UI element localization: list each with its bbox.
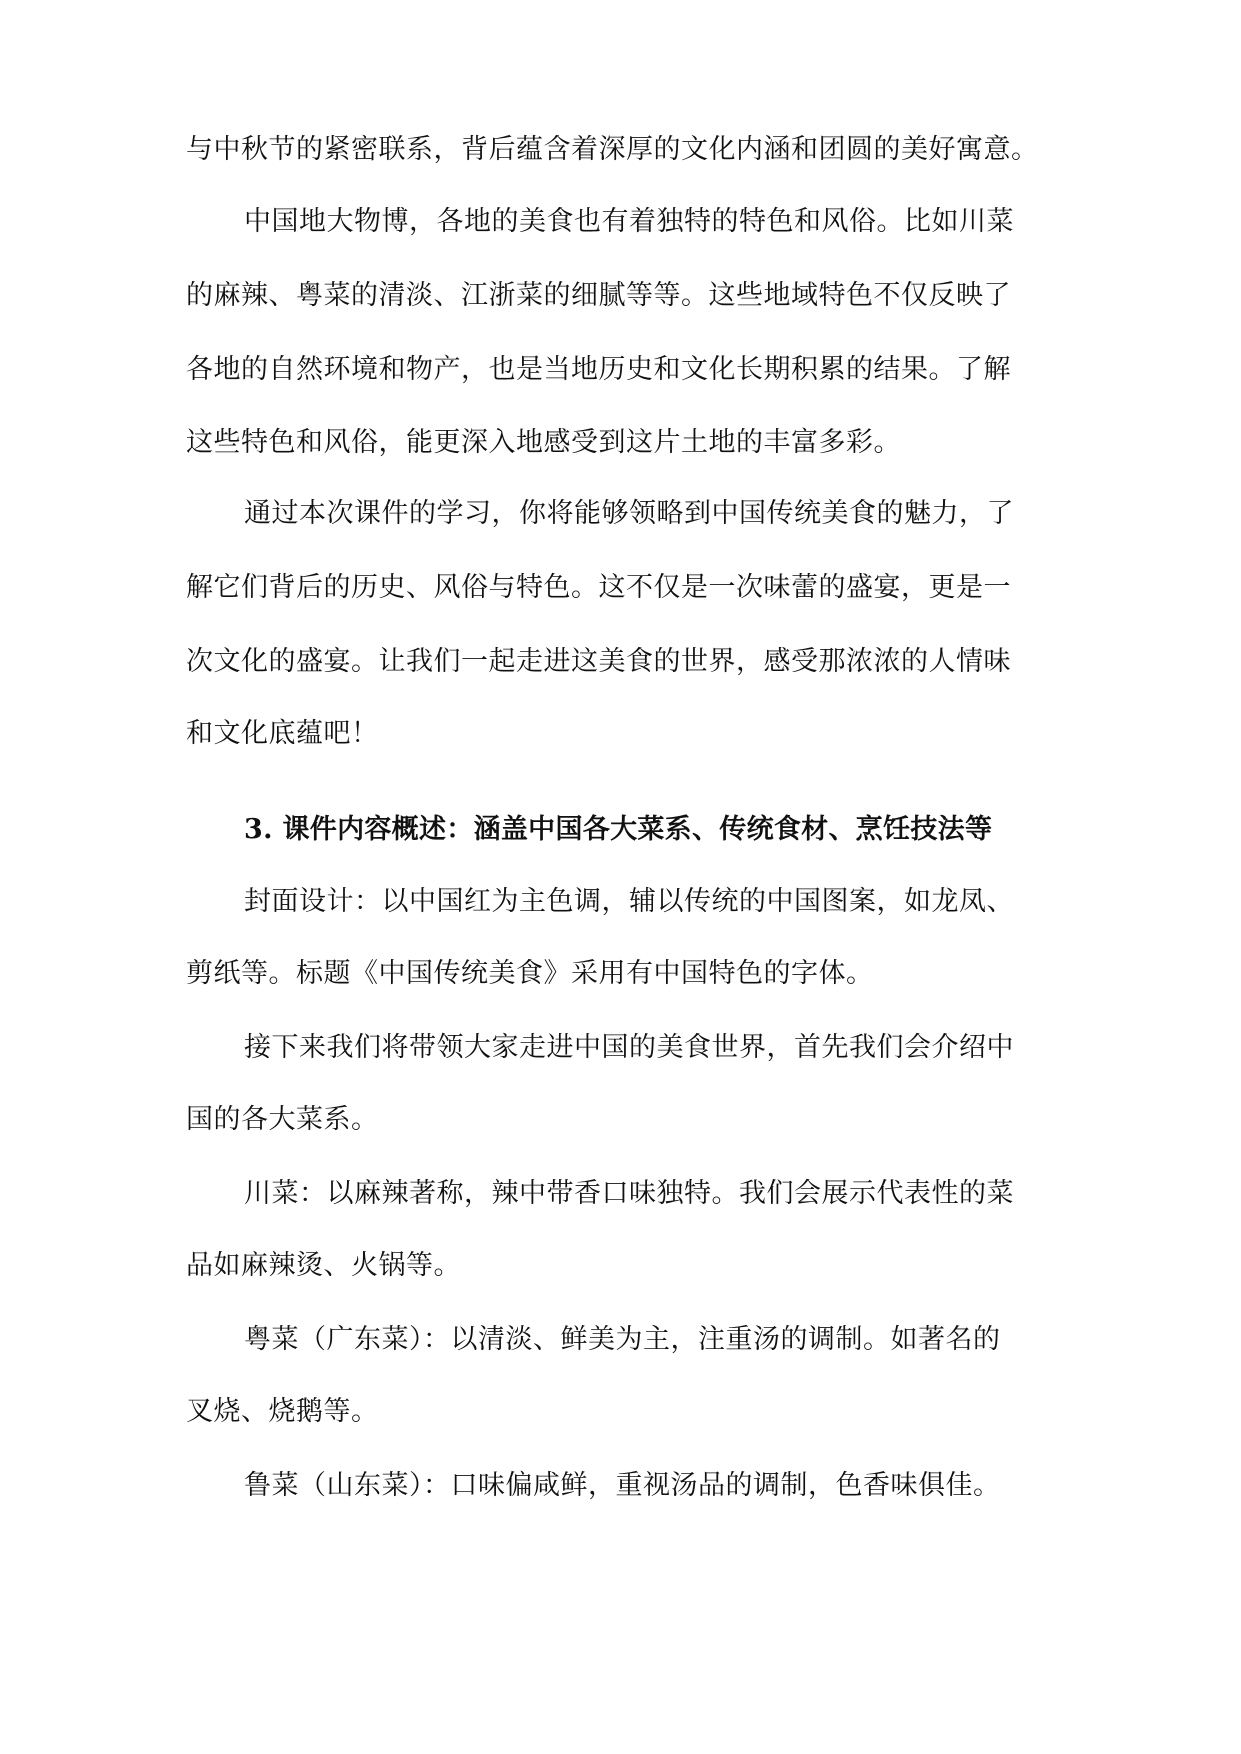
paragraph-line: 与中秋节的紧密联系，背后蕴含着深厚的文化内涵和团圆的美好寓意。 bbox=[186, 134, 1039, 165]
paragraph-line: 国的各大菜系。 bbox=[186, 1104, 379, 1135]
paragraph-line: 通过本次课件的学习，你将能够领略到中国传统美食的魅力，了 bbox=[244, 498, 1014, 529]
paragraph-line: 这些特色和风俗，能更深入地感受到这片土地的丰富多彩。 bbox=[186, 427, 901, 458]
paragraph-line: 封面设计：以中国红为主色调，辅以传统的中国图案，如龙凤、 bbox=[244, 886, 1014, 917]
paragraph-line: 叉烧、烧鹅等。 bbox=[186, 1396, 379, 1427]
paragraph-line: 品如麻辣烫、火锅等。 bbox=[186, 1250, 461, 1281]
paragraph-line: 中国地大物博，各地的美食也有着独特的特色和风俗。比如川菜 bbox=[244, 206, 1014, 237]
paragraph-line: 的麻辣、粤菜的清淡、江浙菜的细腻等等。这些地域特色不仅反映了 bbox=[186, 280, 1011, 311]
section-heading: 3. 课件内容概述：涵盖中国各大菜系、传统食材、烹饪技法等 bbox=[244, 814, 993, 845]
paragraph-line: 解它们背后的历史、风俗与特色。这不仅是一次味蕾的盛宴，更是一 bbox=[186, 572, 1011, 603]
paragraph-line: 鲁菜（山东菜）：口味偏咸鲜，重视汤品的调制，色香味俱佳。 bbox=[244, 1470, 1001, 1501]
paragraph-line: 接下来我们将带领大家走进中国的美食世界，首先我们会介绍中 bbox=[244, 1032, 1014, 1063]
paragraph-line: 各地的自然环境和物产，也是当地历史和文化长期积累的结果。了解 bbox=[186, 354, 1011, 385]
paragraph-line: 粤菜（广东菜）：以清淡、鲜美为主，注重汤的调制。如著名的 bbox=[244, 1324, 1001, 1355]
paragraph-line: 和文化底蕴吧！ bbox=[186, 718, 379, 749]
paragraph-line: 剪纸等。标题《中国传统美食》采用有中国特色的字体。 bbox=[186, 958, 874, 989]
paragraph-line: 次文化的盛宴。让我们一起走进这美食的世界，感受那浓浓的人情味 bbox=[186, 646, 1011, 677]
paragraph-line: 川菜：以麻辣著称，辣中带香口味独特。我们会展示代表性的菜 bbox=[244, 1178, 1014, 1209]
